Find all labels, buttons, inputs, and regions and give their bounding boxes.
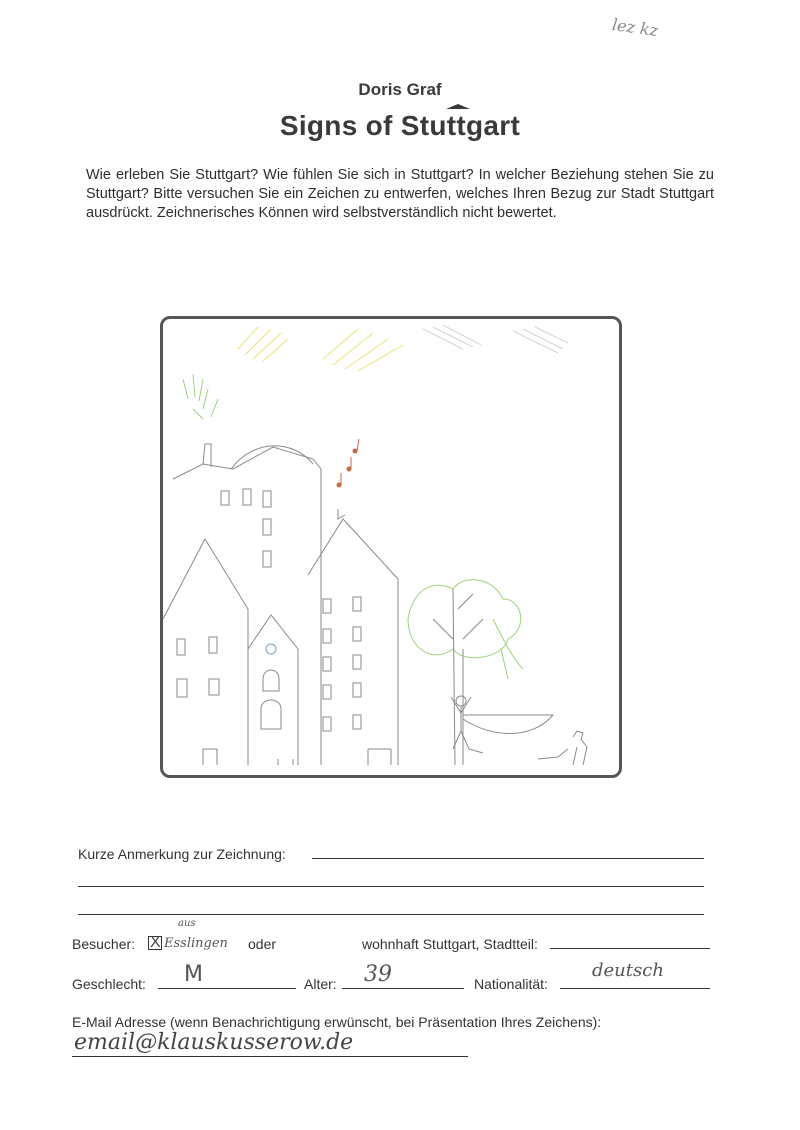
remark-input-line-2[interactable] xyxy=(78,886,704,887)
nationality-value: deutsch xyxy=(592,960,664,981)
corner-handwritten-note: lez kz xyxy=(610,14,660,41)
author-name: Doris Graf xyxy=(358,80,442,99)
green-sparkles-icon xyxy=(183,374,218,419)
intro-text: Wie erleben Sie Stuttgart? Wie fühlen Sie sich in Stuttgart? In welcher Beziehung stehen Sie zu Stuttgart? Bitte versuchen Sie ein Zeichen zu entwerfen, welches Ihren Bezug zur Stadt Stuttgart ausdrückt. Zeichnerisches Können wird selbstverständlich nicht bewertet. xyxy=(86,167,714,221)
remark-label: Kurze Anmerkung zur Zeichnung: xyxy=(78,846,286,862)
email-input-line[interactable] xyxy=(72,1056,468,1057)
music-notes-icon xyxy=(337,439,359,487)
tree-icon xyxy=(408,580,523,679)
visitor-checkbox[interactable] xyxy=(148,936,162,950)
visitor-label: Besucher: xyxy=(72,936,136,952)
or-label: oder xyxy=(248,936,277,952)
email-label: E-Mail Adresse (wenn Benachrichtigung erwünscht, bei Präsentation Ihres Zeichens): xyxy=(72,1014,602,1030)
visitor-hand-top: aus xyxy=(178,918,196,929)
person-icon xyxy=(451,696,483,753)
nationality-input-line[interactable] xyxy=(560,988,710,989)
visitor-origin-handwritten: Esslingen xyxy=(164,936,228,951)
buildings-drawing-icon xyxy=(163,319,619,775)
nationality-label: Nationalität: xyxy=(474,976,548,992)
remark-input-line-1[interactable] xyxy=(312,858,704,859)
age-value: 39 xyxy=(364,962,392,987)
sun-rays-icon xyxy=(238,327,403,371)
resident-label: wohnhaft Stuttgart, Stadtteil: xyxy=(362,936,538,952)
age-input-line[interactable] xyxy=(342,988,464,989)
gender-input-line[interactable] xyxy=(158,988,296,989)
title-gart: gart xyxy=(466,110,521,141)
title-tt-logo: tt xyxy=(446,110,467,141)
remark-input-line-3[interactable] xyxy=(78,914,704,915)
gender-label: Geschlecht: xyxy=(72,976,146,992)
district-input-line[interactable] xyxy=(550,948,710,949)
gender-value: M xyxy=(184,962,203,987)
visitor-check-mark: X xyxy=(150,934,161,951)
age-label: Alter: xyxy=(304,976,337,992)
page-title xyxy=(0,110,800,142)
title-stu: Stu xyxy=(400,110,447,141)
title-signs-of: Signs of xyxy=(279,110,401,141)
email-value: email@klauskusserow.de xyxy=(74,1030,354,1055)
drawing-frame xyxy=(160,316,622,778)
